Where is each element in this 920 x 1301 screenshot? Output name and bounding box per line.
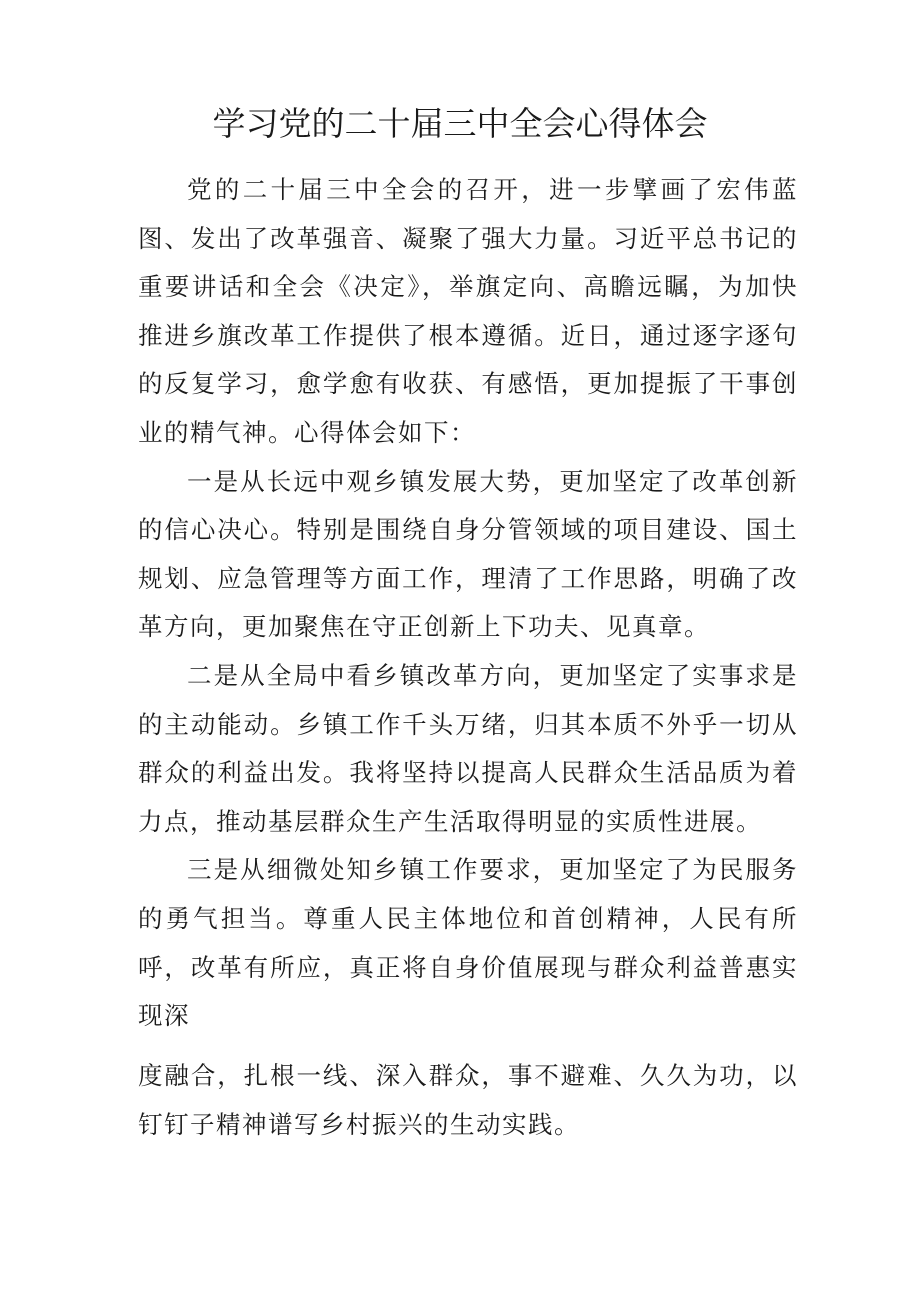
- document-title: 学习党的二十届三中全会心得体会: [212, 104, 708, 143]
- paragraph-continuation: 度融合，扎根一线、深入群众，事不避难、久久为功，以钉钉子精神谱写乡村振兴的生动实践。: [138, 1061, 798, 1139]
- document-body: [138, 166, 798, 1041]
- paragraph-point-two: 二是从全局中看乡镇改革方向，更加坚定了实事求是的主动能动。乡镇工作千头万绪，归其本质不外乎一切从群众的利益出发。我将坚持以提高人民群众生活品质为着力点，推动基层群众生产生活取得明显的实质性进展。: [138, 660, 798, 836]
- paragraph-intro: 党的二十届三中全会的召开，进一步擘画了宏伟蓝图、发出了改革强音、凝聚了强大力量。习近平总书记的重要讲话和全会《决定》，举旗定向、高瞻远瞩，为加快推进乡旗改革工作提供了根本遵循。近日，通过逐字逐句的反复学习，愈学愈有收获、有感悟，更加提振了干事创业的精气神。心得体会如下：: [138, 175, 798, 447]
- paragraph-point-one: 一是从长远中观乡镇发展大势，更加坚定了改革创新的信心决心。特别是围绕自身分管领域的项目建设、国土规划、应急管理等方面工作，理清了工作思路，明确了改革方向，更加聚焦在守正创新上下功夫、见真章。: [138, 466, 798, 642]
- paragraph-point-three: 三是从细微处知乡镇工作要求，更加坚定了为民服务的勇气担当。尊重人民主体地位和首创精神，人民有所呼，改革有所应，真正将自身价值展现与群众利益普惠实现深: [138, 855, 798, 1031]
